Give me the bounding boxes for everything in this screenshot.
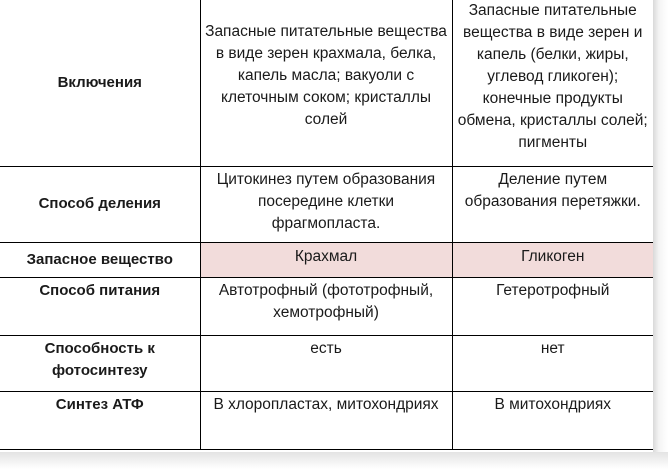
plant-cell-photosynthesis: есть bbox=[200, 335, 452, 391]
animal-cell-photosynthesis: нет bbox=[452, 335, 653, 391]
table-row-inclusions bbox=[0, 0, 653, 166]
table-row-division bbox=[0, 166, 653, 242]
table-row-atp bbox=[0, 391, 653, 449]
animal-cell-storage: Гликоген bbox=[452, 242, 653, 277]
animal-cell-nutrition: Гетеротрофный bbox=[452, 277, 653, 335]
table-row-photosynthesis bbox=[0, 335, 653, 391]
row-header-inclusions: Включения bbox=[0, 0, 200, 166]
animal-cell-inclusions: Запасные питательные вещества в виде зерен и капель (белки, жиры, углевод гликоген); конечные продукты обмена, кристаллы солей; пигменты bbox=[452, 0, 653, 166]
bottom-edge-shadow bbox=[0, 452, 668, 469]
right-edge-shadow bbox=[653, 0, 668, 469]
row-header-atp: Синтез АТФ bbox=[0, 391, 200, 449]
plant-cell-nutrition: Автотрофный (фототрофный, хемотрофный) bbox=[200, 277, 452, 335]
table-row-nutrition bbox=[0, 277, 653, 335]
row-header-division: Способ деления bbox=[0, 166, 200, 242]
plant-cell-atp: В хлоропластах, митохондриях bbox=[200, 391, 452, 449]
row-header-storage: Запасное вещество bbox=[0, 242, 200, 277]
plant-cell-division: Цитокинез путем образования посередине клетки фрагмопласта. bbox=[200, 166, 452, 242]
plant-cell-inclusions: Запасные питательные вещества в виде зерен крахмала, белка, капель масла; вакуоли с клеточным соком; кристаллы солей bbox=[200, 0, 452, 166]
animal-cell-division: Деление путем образования перетяжки. bbox=[452, 166, 653, 242]
animal-cell-atp: В митохондриях bbox=[452, 391, 653, 449]
row-header-photosynthesis: Способность к фотосинтезу bbox=[0, 335, 200, 391]
row-header-nutrition: Способ питания bbox=[0, 277, 200, 335]
table-row-storage bbox=[0, 242, 653, 277]
plant-cell-storage: Крахмал bbox=[200, 242, 452, 277]
